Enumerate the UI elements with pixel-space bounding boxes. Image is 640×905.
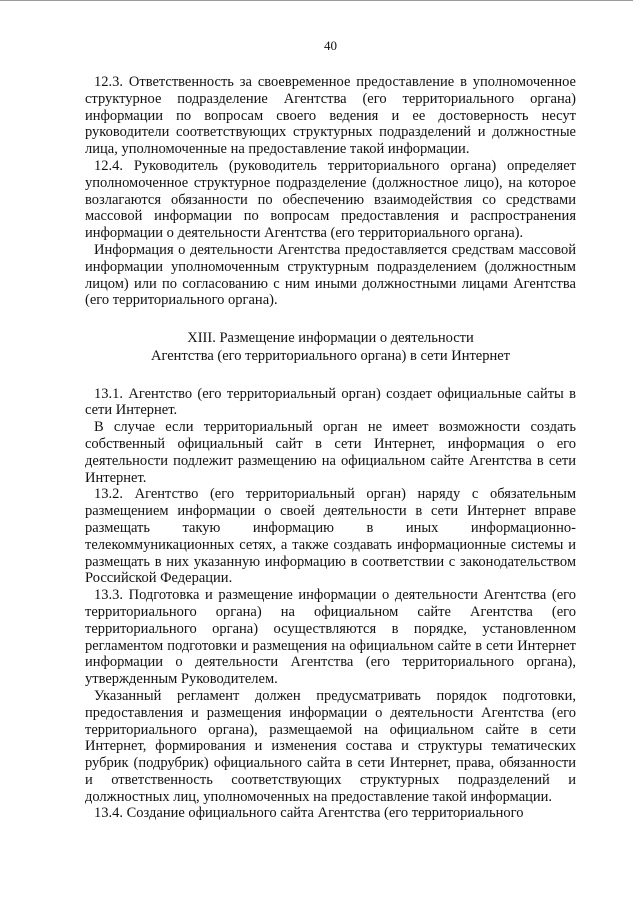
paragraph-13-4: 13.4. Создание официального сайта Агентства (его территориального xyxy=(94,805,524,822)
page-number: 40 xyxy=(324,38,337,53)
section-heading-line-2: Агентства (его территориального органа) в сети Интернет xyxy=(150,348,511,365)
paragraph-13-2: 13.2. Агентство (его территориальный орган) наряду с обязательным размещением информации о своей деятельности в сети Интернет вправе размещать такую информацию в иных информационно-телекоммуникационных сетях, а также создавать информационные системы и размещать в них указанную информацию в соответствии с законодательством Российской Федерации. xyxy=(85,486,576,587)
paragraph-media-info: Информация о деятельности Агентства предоставляется средствам массовой информации уполномоченным структурным подразделением (должностным лицом) или по согласованию с ним иными должностными лицами Агентства (его территориального органа). xyxy=(85,241,576,309)
paragraph-13-1: 13.1. Агентство (его территориальный орган) создает официальные сайты в сети Интернет. xyxy=(85,385,576,419)
paragraph-12-4: 12.4. Руководитель (руководитель территориального органа) определяет уполномоченное структурное подразделение (должностное лицо), на которое возлагаются обязанности по обеспечению взаимодействия со средствами массовой информации по вопросам предоставления и распространения информации о деятельности Агентства (его территориального органа). xyxy=(85,157,576,242)
section-heading xyxy=(85,329,576,365)
section-heading-line-1: XIII. Размещение информации о деятельности xyxy=(187,330,474,347)
paragraph-13-3: 13.3. Подготовка и размещение информации о деятельности Агентства (его территориального органа) на официальном сайте Агентства (его территориального органа) осуществляются в порядке, установленном регламентом подготовки и размещения на официальном сайте в сети Интернет информации о деятельности Агентства (его территориального органа), утвержденным Руководителем. xyxy=(85,587,576,688)
paragraph-12-3: 12.3. Ответственность за своевременное предоставление в уполномоченное структурное подразделение Агентства (его территориального органа) информации по вопросам своего ведения и ее достоверность несут руководители соответствующих структурных подразделений и должностные лица, уполномоченные на предоставление такой информации. xyxy=(85,74,576,158)
top-edge-rule xyxy=(0,0,633,1)
document-page xyxy=(85,38,576,822)
paragraph-regulation: Указанный регламент должен предусматривать порядок подготовки, предоставления и размещения информации о деятельности Агентства (его территориального органа), размещаемой на официальном сайте в сети Интернет, формирования и изменения состава и структуры тематических рубрик (подрубрик) официального сайта в сети Интернет, права, обязанности и ответственность соответствующих структурных подразделений и должностных лиц, уполномоченных на предоставление такой информации. xyxy=(85,687,576,805)
paragraph-13-1-case: В случае если территориальный орган не имеет возможности создать собственный официальный сайт в сети Интернет, информация о его деятельности подлежит размещению на официальном сайте Агентства в сети Интернет. xyxy=(85,419,576,486)
